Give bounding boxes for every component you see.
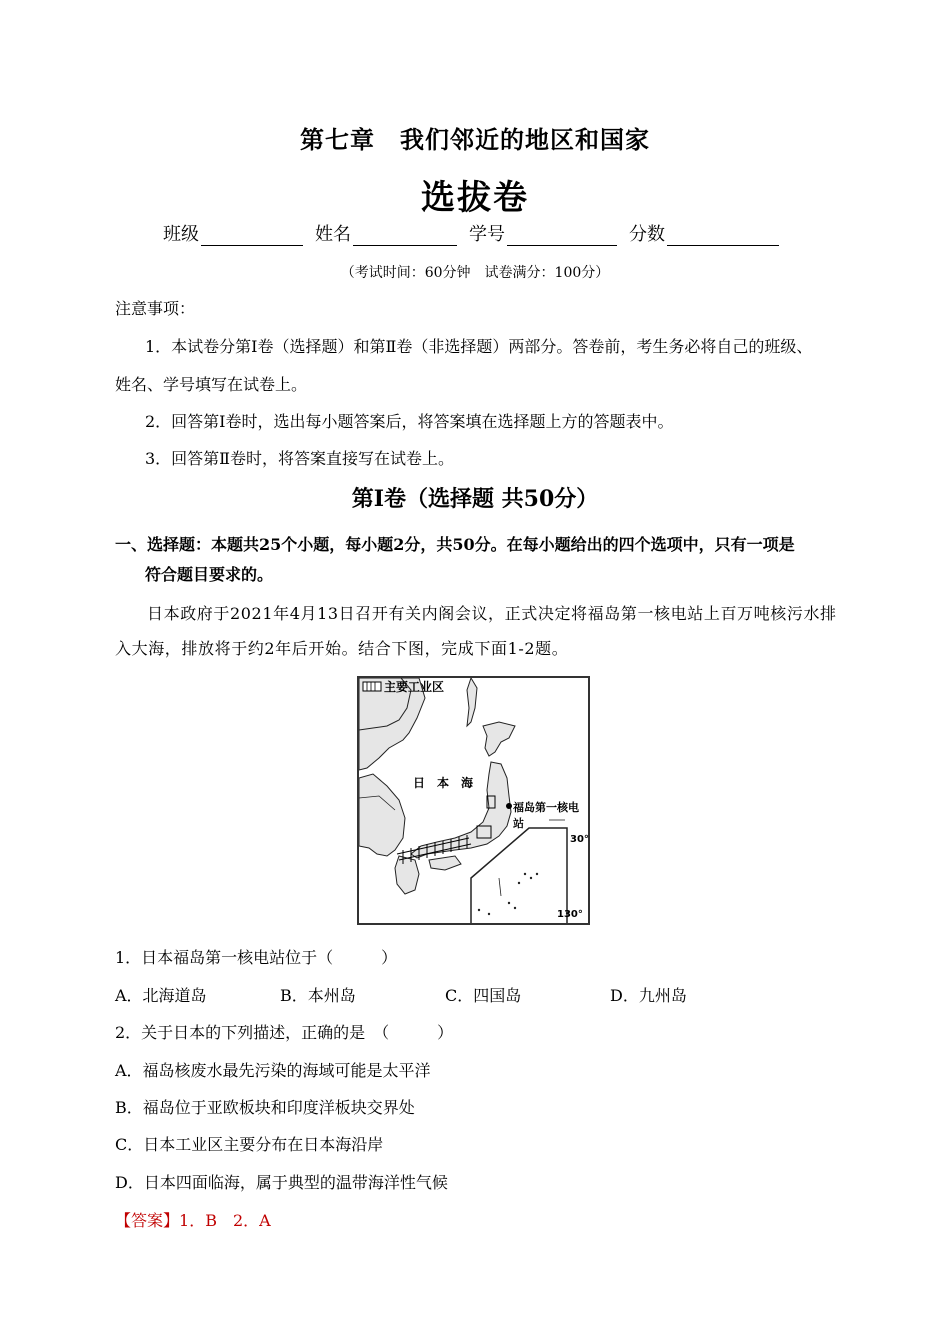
q2-option-b[interactable]: B．福岛位于亚欧板块和印度洋板块交界处 xyxy=(115,1098,415,1117)
paper-subtitle: 选拔卷 xyxy=(421,178,529,218)
chapter-title: 第七章 我们邻近的地区和国家 xyxy=(300,126,650,154)
q2-option-d[interactable]: D．日本四面临海，属于典型的温带海洋性气候 xyxy=(115,1173,448,1192)
score-field[interactable] xyxy=(629,220,779,246)
fukushima-plant-label: 福岛第一核电站 xyxy=(513,801,579,830)
japan-map-figure xyxy=(357,676,590,925)
name-field[interactable] xyxy=(315,220,457,246)
answer-text: 1．B 2．A xyxy=(179,1211,271,1230)
name-field-label: 姓名 xyxy=(315,224,351,245)
section-instruction-line-1: 一、选择题：本题共25个小题，每小题2分，共50分。在每小题给出的四个选项中，只有一项是 xyxy=(115,535,795,554)
q2-option-c[interactable]: C．日本工业区主要分布在日本海沿岸 xyxy=(115,1135,384,1154)
q1-option-c[interactable]: C．四国岛 xyxy=(445,986,522,1005)
class-field[interactable] xyxy=(163,220,303,246)
class-field-label: 班级 xyxy=(163,224,199,245)
notice-item-1-line-1: 1．本试卷分第Ⅰ卷（选择题）和第Ⅱ卷（非选择题）两部分。答卷前，考生务必将自己的班级、 xyxy=(145,337,813,356)
notice-item-1-line-2: 姓名、学号填写在试卷上。 xyxy=(115,375,308,394)
question-1-stem: 1．日本福岛第一核电站位于（ ） xyxy=(115,948,398,967)
fukushima-plant-marker xyxy=(506,803,512,809)
map-legend-label: 主要工业区 xyxy=(384,680,445,694)
student-id-field[interactable] xyxy=(469,220,617,246)
q2-option-a[interactable]: A．福岛核废水最先污染的海域可能是太平洋 xyxy=(115,1061,431,1080)
sea-of-japan-label: 日 本 海 xyxy=(413,776,474,790)
q1-option-a[interactable]: A．北海道岛 xyxy=(115,986,207,1005)
section-instruction xyxy=(115,530,845,590)
notice-title: 注意事项： xyxy=(115,299,196,318)
question-2-stem: 2．关于日本的下列描述，正确的是 （ ） xyxy=(115,1023,454,1042)
answer-tag: 【答案】 xyxy=(115,1211,180,1230)
exam-info: （考试时间：60分钟 试卷满分：100分） xyxy=(340,265,610,281)
notice-item-2: 2．回答第Ⅰ卷时，选出每小题答案后，将答案填在选择题上方的答题表中。 xyxy=(145,412,674,431)
q1-option-d[interactable]: D．九州岛 xyxy=(610,986,687,1005)
question-1-options xyxy=(115,983,875,1006)
notice-item-3: 3．回答第Ⅱ卷时，将答案直接写在试卷上。 xyxy=(145,449,455,468)
answer-line xyxy=(115,1208,271,1231)
section-title: 第Ⅰ卷（选择题 共50分） xyxy=(351,486,599,512)
latitude-label: 30° xyxy=(570,834,589,845)
q1-option-b[interactable]: B．本州岛 xyxy=(280,986,356,1005)
student-info-fields xyxy=(163,220,779,246)
longitude-label: 130° xyxy=(557,909,583,920)
section-instruction-line-2: 符合题目要求的。 xyxy=(145,565,274,584)
student-id-field-label: 学号 xyxy=(469,224,505,245)
question-passage: 日本政府于2021年4月13日召开有关内阁会议，正式决定将福岛第一核电站上百万吨核污水排入大海，排放将于约2年后开始。结合下图，完成下面1-2题。 xyxy=(115,604,837,658)
score-field-label: 分数 xyxy=(629,224,665,245)
